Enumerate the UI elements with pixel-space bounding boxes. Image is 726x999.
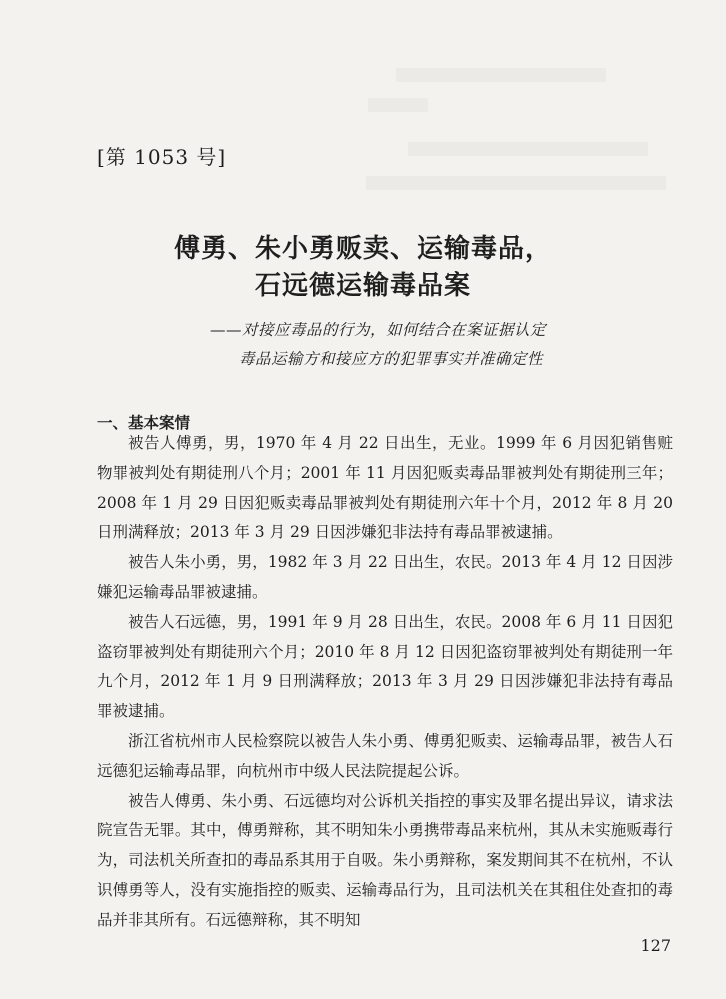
case-subtitle-line-2: 毒品运输方和接应方的犯罪事实并准确定性 (239, 350, 544, 368)
case-title-line-1: 傅勇、朱小勇贩卖、运输毒品， (173, 234, 552, 264)
bleed-through-mark (408, 142, 648, 156)
paragraph-prosecution: 浙江省杭州市人民检察院以被告人朱小勇、傅勇犯贩卖、运输毒品罪，被告人石远德犯运输毒品罪，向杭州市中级人民法院提起公诉。 (97, 731, 673, 780)
bleed-through-mark (368, 98, 428, 112)
case-title-line-2: 石远德运输毒品案 (254, 271, 471, 301)
bleed-through-mark (396, 68, 606, 82)
paragraph-defendant-fu-yong: 被告人傅勇，男，1970 年 4 月 22 日出生，无业。1999 年 6 月因犯销售赃物罪被判处有期徒刑八个月；2001 年 11 月因犯贩卖毒品罪被判处有期徒刑三年；2008 年 1 月 29 日因犯贩卖毒品罪被判处有期徒刑六年十个月，2012 年 8 月 20 日刑满释放；2013 年 3 月 29 日因涉嫌犯非法持有毒品罪被逮捕。 (97, 434, 673, 542)
case-subtitle-line-1: ——对接应毒品的行为，如何结合在案证据认定 (210, 321, 547, 339)
paragraph-defense: 被告人傅勇、朱小勇、石远德均对公诉机关指控的事实及罪名提出异议，请求法院宣告无罪。其中，傅勇辩称，其不明知朱小勇携带毒品来杭州，其从未实施贩毒行为，司法机关所查扣的毒品系其用于自吸。朱小勇辩称，案发期间其不在杭州，不认识傅勇等人，没有实施指控的贩卖、运输毒品行为，且司法机关在其租住处查扣的毒品并非其所有。石远德辩称，其不明知 (97, 791, 673, 929)
page-number: 127 (640, 936, 671, 955)
body-text (97, 429, 673, 936)
bleed-through-mark (366, 176, 666, 190)
section-heading: 一、基本案情 (97, 414, 191, 432)
case-number: [第 1053 号] (97, 145, 227, 169)
paragraph-defendant-zhu-xiaoyong: 被告人朱小勇，男，1982 年 3 月 22 日出生，农民。2013 年 4 月 12 日因涉嫌犯运输毒品罪被逮捕。 (97, 553, 673, 601)
paragraph-defendant-shi-yuande: 被告人石远德，男，1991 年 9 月 28 日出生，农民。2008 年 6 月 11 日因犯盗窃罪被判处有期徒刑六个月；2010 年 8 月 12 日因犯盗窃罪被判处有期徒刑一年九个月，2012 年 1 月 9 日刑满释放；2013 年 3 月 29 日因涉嫌犯非法持有毒品罪被逮捕。 (97, 612, 673, 721)
